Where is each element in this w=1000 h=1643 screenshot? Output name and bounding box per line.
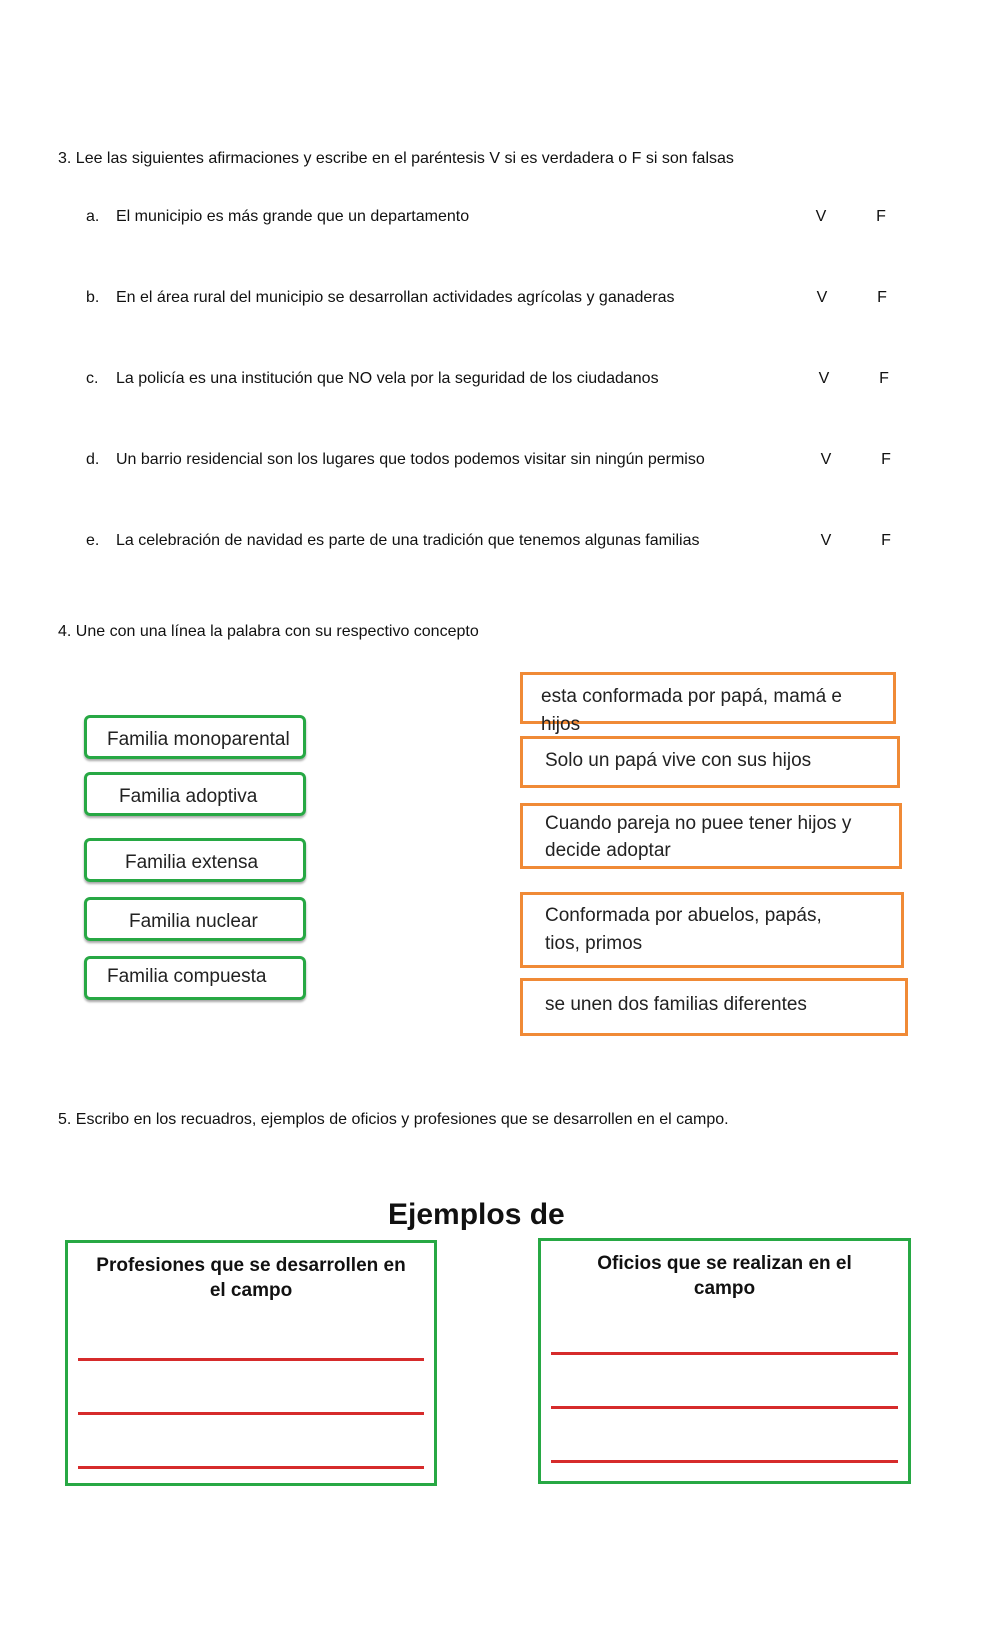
- tf-row-d: [86, 451, 906, 475]
- answer-line[interactable]: [551, 1406, 898, 1409]
- word-familia-monoparental[interactable]: Familia monoparental: [84, 715, 306, 759]
- item-letter: e.: [86, 532, 100, 549]
- word-familia-adoptiva[interactable]: Familia adoptiva: [84, 772, 306, 816]
- option-false[interactable]: F: [881, 451, 891, 468]
- statement-text: El municipio es más grande que un departamento: [116, 208, 470, 225]
- profesiones-box-title: Profesiones que se desarrollen en el campo: [96, 1255, 406, 1301]
- statement-text: La celebración de navidad es parte de una tradición que tenemos algunas familias: [116, 532, 700, 549]
- answer-line[interactable]: [551, 1460, 898, 1463]
- question-3-title: 3. Lee las siguientes afirmaciones y escribe en el paréntesis V si es verdadera o F si son falsas: [58, 150, 734, 167]
- concept-monoparental[interactable]: Solo un papá vive con sus hijos: [520, 736, 900, 788]
- option-true[interactable]: V: [820, 451, 832, 468]
- question-4-title: 4. Une con una línea la palabra con su respectivo concepto: [58, 623, 479, 640]
- item-letter: d.: [86, 451, 100, 468]
- concept-nuclear[interactable]: esta conformada por papá, mamá e hijos: [520, 672, 896, 724]
- answer-line[interactable]: [78, 1466, 424, 1469]
- concept-adoptiva[interactable]: Cuando pareja no puee tener hijos y decide adoptar: [520, 803, 902, 869]
- question-5-title: 5. Escribo en los recuadros, ejemplos de oficios y profesiones que se desarrollen en el campo.: [58, 1111, 729, 1128]
- statement-text: La policía es una institución que NO vela por la seguridad de los ciudadanos: [116, 370, 659, 387]
- answer-line[interactable]: [78, 1412, 424, 1415]
- word-familia-nuclear[interactable]: Familia nuclear: [84, 897, 306, 941]
- option-true[interactable]: V: [816, 289, 828, 306]
- option-true[interactable]: V: [818, 370, 830, 387]
- word-familia-extensa[interactable]: Familia extensa: [84, 838, 306, 882]
- option-true[interactable]: V: [815, 208, 827, 225]
- word-familia-compuesta[interactable]: Familia compuesta: [84, 956, 306, 1000]
- statement-text: En el área rural del municipio se desarrollan actividades agrícolas y ganaderas: [116, 289, 675, 306]
- concept-compuesta[interactable]: se unen dos familias diferentes: [520, 978, 908, 1036]
- answer-line[interactable]: [78, 1358, 424, 1361]
- item-letter: b.: [86, 289, 100, 306]
- option-false[interactable]: F: [881, 532, 891, 549]
- answer-line[interactable]: [551, 1352, 898, 1355]
- option-false[interactable]: F: [879, 370, 889, 387]
- concept-extensa[interactable]: Conformada por abuelos, papás, tios, primos: [520, 892, 904, 968]
- tf-row-e: [86, 532, 906, 556]
- tf-row-c: [86, 370, 906, 394]
- oficios-box-title: Oficios que se realizan en el campo: [597, 1253, 852, 1299]
- profesiones-box: [65, 1240, 437, 1486]
- option-false[interactable]: F: [876, 208, 886, 225]
- option-true[interactable]: V: [820, 532, 832, 549]
- tf-row-a: [86, 208, 906, 232]
- option-false[interactable]: F: [877, 289, 887, 306]
- oficios-box: [538, 1238, 911, 1484]
- item-letter: c.: [86, 370, 99, 387]
- examples-heading: Ejemplos de: [388, 1198, 565, 1231]
- statement-text: Un barrio residencial son los lugares que todos podemos visitar sin ningún permiso: [116, 451, 705, 468]
- item-letter: a.: [86, 208, 100, 225]
- tf-row-b: [86, 289, 906, 313]
